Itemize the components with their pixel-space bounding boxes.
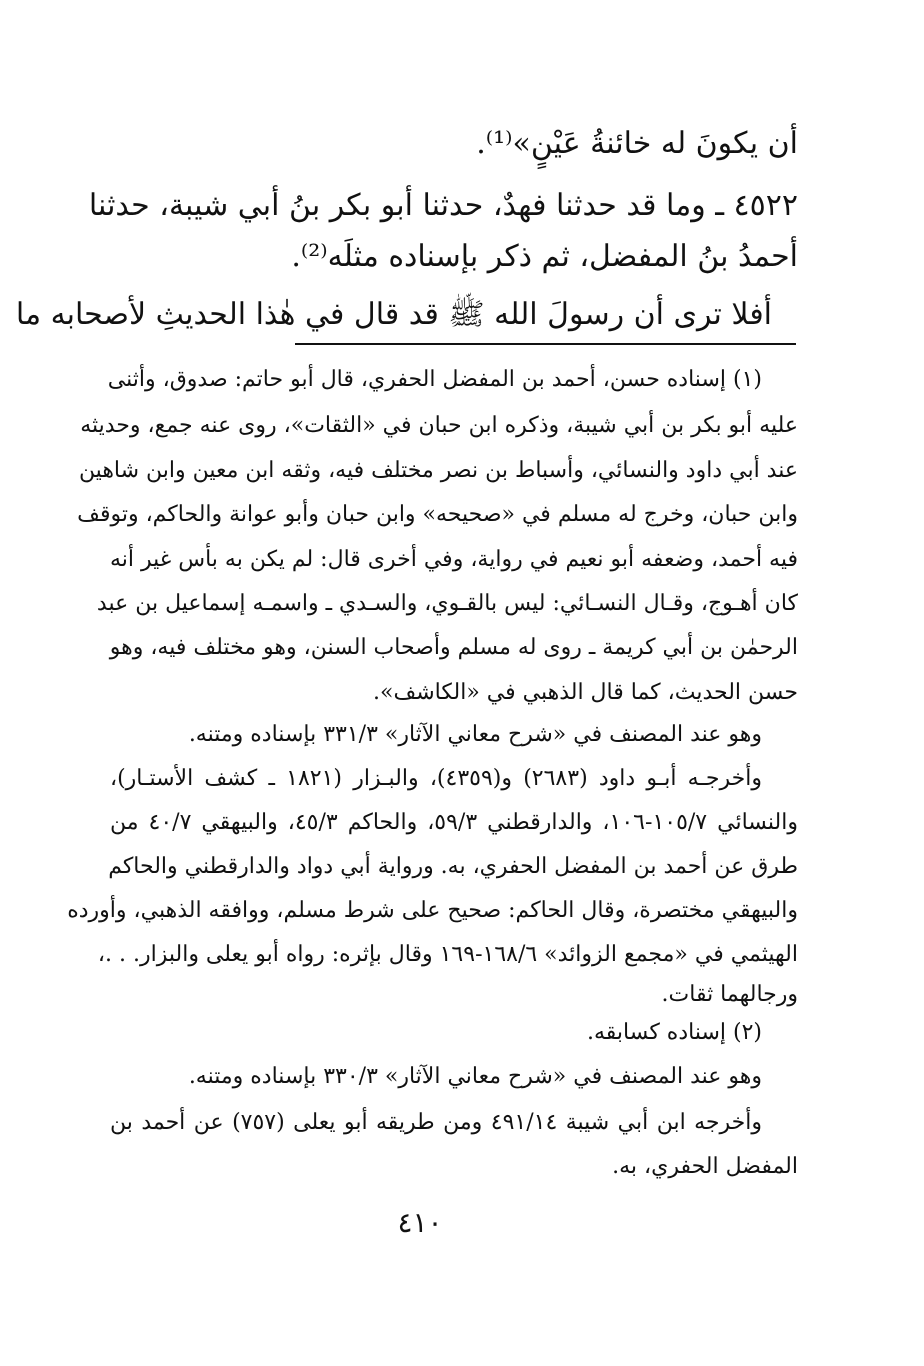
footnote-1-line: (١) إسناده حسن، أحمد بن المفضل الحفري، قال أبو حاتم: صدوق، وأثنى: [107, 367, 762, 392]
footnote-1-source: وهو عند المصنف في «شرح معاني الآثار» ٣٣١/٣ بإسناده ومتنه.: [188, 722, 762, 747]
footnote-1-takhrij-line: الهيثمي في «مجمع الزوائد» ١٦٨/٦-١٦٩ وقال بإثره: رواه أبو يعلى والبزار. . .،: [97, 942, 798, 967]
footnote-2-takhrij-line: وأخرجه ابن أبي شيبة ٤٩١/١٤ ومن طريقه أبو يعلى (٧٥٧) عن أحمد بن: [110, 1110, 762, 1135]
footnote-1-line: كان أهـوج، وقـال النسـائي: ليس بالقـوي، والسـدي ـ واسمـه إسماعيل بن عبد: [96, 591, 798, 616]
footnote-1-line: عليه أبو بكر بن أبي شيبة، وذكره ابن حبان في «الثقات»، روى عنه جمع، وحديثه: [80, 413, 798, 438]
page-number: ٤١٠: [397, 1206, 443, 1239]
footnote-separator: [295, 343, 796, 345]
footnote-1-takhrij-line: والنسائي ١٠٥/٧-١٠٦، والدارقطني ٥٩/٣، والحاكم ٤٥/٣، والبيهقي ٤٠/٧ من: [110, 810, 798, 835]
footnote-1-takhrij-line: والبيهقي مختصرة، وقال الحاكم: صحيح على شرط مسلم، ووافقه الذهبي، وأورده: [67, 898, 798, 923]
footnote-1-line: حسن الحديث، كما قال الذهبي في «الكاشف».: [372, 680, 798, 705]
footnote-2-source: وهو عند المصنف في «شرح معاني الآثار» ٣٣٠/٣ بإسناده ومتنه.: [188, 1064, 762, 1089]
footnote-2: (٢) إسناده كسابقه.: [586, 1020, 762, 1045]
footnote-1-line: الرحمٰن بن أبي كريمة ـ روى له مسلم وأصحاب السنن، وهو مختلف فيه، وهو: [109, 635, 798, 660]
footnote-1-line: عند أبي داود والنسائي، وأسباط بن نصر مختلف فيه، وثقه ابن معين وابن شاهين: [78, 458, 798, 483]
main-text-line: أن يكونَ له خائنةُ عَيْنٍ»⁽¹⁾.: [476, 126, 798, 161]
main-text-continuation: أفلا ترى أن رسولَ الله ﷺ قد قال في هٰذا الحديثِ لأصحابه ما: [15, 297, 772, 332]
hadith-4522-line: ٤٥٢٢ ـ وما قد حدثنا فهدٌ، حدثنا أبو بكر بنُ أبي شيبة، حدثنا: [88, 188, 798, 223]
footnote-2-takhrij-line: المفضل الحفري، به.: [612, 1154, 798, 1179]
footnote-1-line: وابن حبان، وخرج له مسلم في «صحيحه» وابن حبان وأبو عوانة والحاكم، وتوقف: [77, 502, 798, 527]
footnote-1-takhrij-line: وأخرجـه أبـو داود (٢٦٨٣) و(٤٣٥٩)، والبـزار (١٨٢١ ـ كشف الأستـار)،: [110, 766, 762, 791]
footnote-1-line: فيه أحمد، وضعفه أبو نعيم في رواية، وفي أخرى قال: لم يكن به بأس غير أنه: [109, 547, 798, 572]
hadith-4522-line: أحمدُ بنُ المفضل، ثم ذكر بإسناده مثلَه⁽²⁾.: [291, 239, 798, 274]
footnote-1-takhrij-line: طرق عن أحمد بن المفضل الحفري، به. ورواية أبي دواد والدارقطني والحاكم: [108, 854, 798, 879]
footnote-1-takhrij-line: ورجالهما ثقات.: [661, 982, 798, 1007]
